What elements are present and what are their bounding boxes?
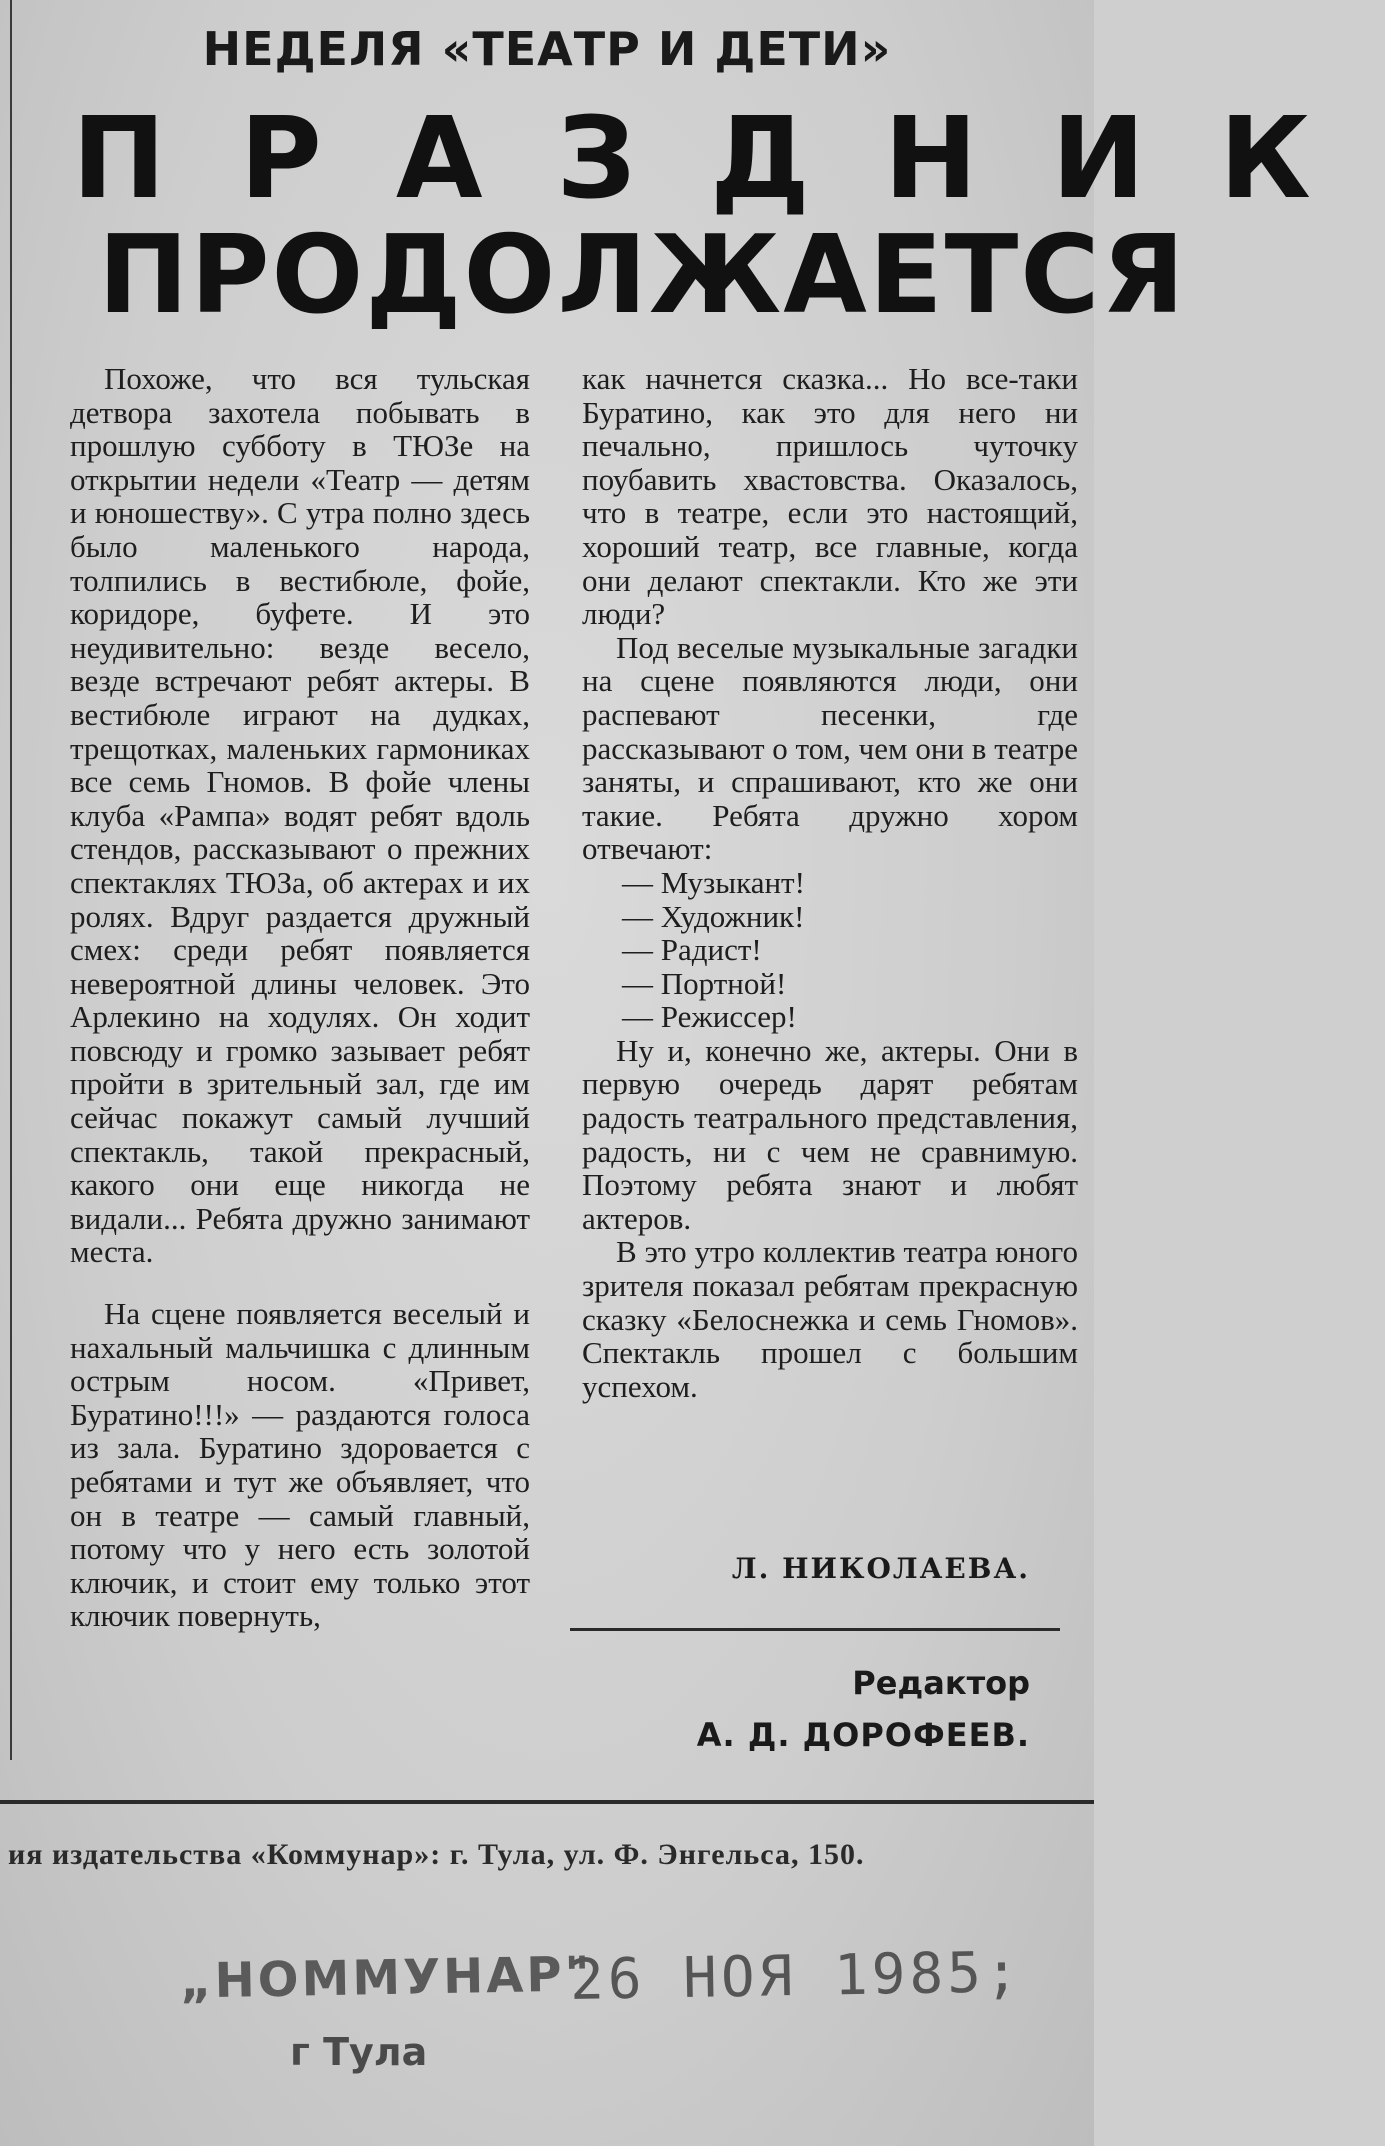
rubric-heading: НЕДЕЛЯ «ТЕАТР И ДЕТИ»: [202, 22, 892, 76]
publisher-imprint: ия издательства «Коммунар»: г. Тула, ул. Ф. Энгельса, 150.: [8, 1838, 865, 1871]
archive-stamp-newspaper: „НОММУНАР": [179, 1946, 594, 2010]
paragraph: Ну и, конечно же, актеры. Они в первую очередь дарят ребятам радость театрального представления, радость, ни с чем не сравнимую. Поэтому ребята знают и любят актеров.: [582, 1032, 1078, 1236]
paragraph: Похоже, что вся тульская детвора захотела побывать в прошлую субботу в ТЮЗе на открытии недели «Театр — детям и юношеству». С утра полно здесь было маленького народа, толпились в вестибюле, фойе, коридоре, буфете. И это неудивительно: везде весело, везде встречают ребят актеры. В вестибюле играют на дудках, трещотках, маленьких гармониках все семь Гномов. В фойе члены клуба «Рампа» водят ребят вдоль стендов, рассказывают о прежних спектаклях ТЮЗа, об актерах и их ролях. Вдруг раздается дружный смех: среди ребят появляется невероятной длины человек. Это Арлекино на ходулях. Он ходит повсюду и громко зазывает ребят пройти в зрительный зал, где им сейчас покажут самый лучший спектакль, такой прекрасный, какого они еще никогда не видали... Ребята дружно занимают места.: [70, 361, 530, 1270]
paragraph: На сцене появляется веселый и нахальный мальчишка с длинным острым носом. «Привет, Буратино!!!» — раздаются голоса из зала. Буратино здоровается с ребятами и тут же объявляет, что он в театре — самый главный, потому что у него есть золотой ключик, и стоит ему только этот ключик повернуть,: [70, 1296, 530, 1634]
author-signature: Л. НИКОЛАЕВА.: [731, 1552, 1030, 1585]
paragraph: как начнется сказка... Но все-таки Буратино, как это для него ни печально, пришлось чуточку поубавить хвастовства. Оказалось, что в театре, если это настоящий, хороший театр, все главные, когда они делают спектакли. Кто же эти люди?: [582, 361, 1078, 632]
divider: [0, 1800, 1094, 1804]
article-column-2: [582, 362, 1078, 1403]
paragraph: В это утро коллектив театра юного зрителя показал ребятам прекрасную сказку «Белоснежка и семь Гномов». Спектакль прошел с большим успехом.: [582, 1234, 1078, 1404]
editor-name: А. Д. ДОРОФЕЕВ.: [696, 1716, 1030, 1754]
archive-stamp-date: 26 НОЯ 1985;: [569, 1940, 1024, 2013]
editor-label: Редактор: [852, 1664, 1030, 1702]
answer-line: — Музыкант!: [622, 864, 805, 900]
article-column-1: [70, 362, 530, 1633]
paragraph: Под веселые музыкальные загадки на сцене появляются люди, они распевают песенки, где рассказывают о том, чем они в театре заняты, и спрашивают, кто же они такие. Ребята дружно хором отвечают:: [582, 629, 1079, 867]
article: [10, 0, 1385, 1760]
divider: [570, 1628, 1060, 1631]
answer-line: — Художник!: [622, 898, 805, 934]
headline-line-2: ПРОДОЛЖАЕТСЯ: [98, 213, 1187, 338]
headline-line-1: ПРАЗДНИК: [72, 94, 1385, 224]
archive-stamp-city: г Тула: [290, 2030, 428, 2074]
answer-line: — Портной!: [622, 965, 787, 1001]
answer-line: — Режиссер!: [622, 999, 797, 1035]
answer-line: — Радист!: [622, 932, 762, 968]
